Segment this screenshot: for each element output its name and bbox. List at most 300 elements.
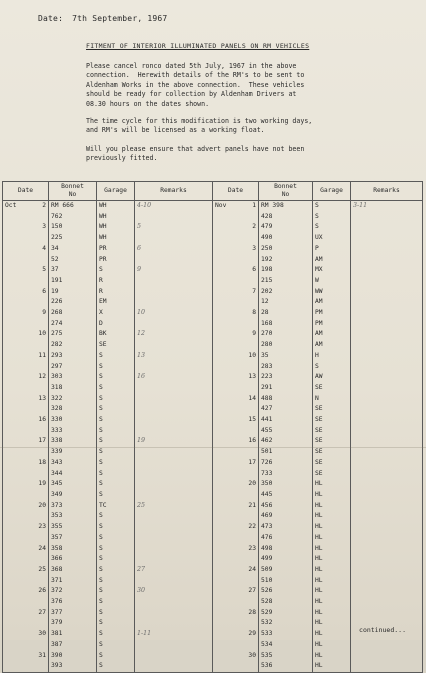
cell-left-date — [3, 565, 49, 576]
cell-left-bonnet: 282 — [49, 340, 97, 351]
table-row — [3, 661, 423, 672]
memo-title: FITMENT OF INTERIOR ILLUMINATED PANELS ON RM VEHICLES — [86, 42, 310, 50]
cell-day: 7 — [252, 287, 256, 295]
cell-right-bonnet: 223 — [259, 372, 313, 383]
cell-right-date — [213, 661, 259, 672]
cell-right-date — [213, 618, 259, 629]
cell-left-date — [3, 608, 49, 619]
cell-right-date — [213, 426, 259, 437]
cell-left-bonnet: 344 — [49, 469, 97, 480]
cell-left-bonnet: 330 — [49, 415, 97, 426]
cell-left-date — [3, 276, 49, 287]
memo-paragraph-1: Please cancel ronco dated 5th July, 1967 in the above connection. Herewith details of the RM's to be sent to Aldenham Works in the above connection. These vehicles should be ready for collection by Aldenham Drivers at 08.30 hours on the dates shown. — [86, 62, 305, 108]
cell-day: 13 — [38, 394, 46, 402]
cell-right-garage: W — [313, 276, 351, 287]
cell-left-garage: S — [97, 479, 135, 490]
cell-left-remarks — [135, 447, 213, 458]
cell-day: 20 — [248, 480, 256, 488]
cell-right-bonnet: 350 — [259, 479, 313, 490]
cell-left-remarks — [135, 362, 213, 373]
cell-day: 14 — [248, 394, 256, 402]
table-row — [3, 565, 423, 576]
cell-left-bonnet: 393 — [49, 661, 97, 672]
cell-left-remarks — [135, 490, 213, 501]
cell-right-date — [213, 319, 259, 330]
cell-right-remarks — [351, 597, 423, 608]
cell-left-remarks — [135, 479, 213, 490]
cell-left-date — [3, 297, 49, 308]
cell-left-bonnet: 293 — [49, 351, 97, 362]
cell-right-bonnet: 202 — [259, 287, 313, 298]
cell-left-garage: EM — [97, 297, 135, 308]
cell-right-remarks — [351, 297, 423, 308]
cell-left-bonnet: 762 — [49, 212, 97, 223]
cell-left-remarks: 10 — [135, 308, 213, 319]
cell-left-remarks — [135, 383, 213, 394]
cell-right-remarks — [351, 212, 423, 223]
cell-day: 15 — [248, 416, 256, 424]
cell-left-date — [3, 426, 49, 437]
table-row — [3, 576, 423, 587]
cell-day: 17 — [248, 458, 256, 466]
table-row — [3, 297, 423, 308]
table-row — [3, 404, 423, 415]
table-row — [3, 340, 423, 351]
cell-right-remarks — [351, 608, 423, 619]
cell-right-date — [213, 651, 259, 662]
cell-left-garage: S — [97, 640, 135, 651]
cell-right-remarks — [351, 244, 423, 255]
cell-right-bonnet: 499 — [259, 554, 313, 565]
cell-left-garage: S — [97, 426, 135, 437]
cell-day: 10 — [38, 330, 46, 338]
cell-left-date — [3, 233, 49, 244]
cell-day: 24 — [248, 565, 256, 573]
cell-left-garage: S — [97, 415, 135, 426]
cell-day: 31 — [38, 651, 46, 659]
cell-right-bonnet: 441 — [259, 415, 313, 426]
cell-left-bonnet: 226 — [49, 297, 97, 308]
cell-day: 22 — [248, 523, 256, 531]
cell-left-bonnet: 343 — [49, 458, 97, 469]
cell-left-remarks: 25 — [135, 501, 213, 512]
cell-right-bonnet: RM 398 — [259, 201, 313, 212]
cell-left-garage: S — [97, 469, 135, 480]
table-row — [3, 383, 423, 394]
cell-left-date — [3, 640, 49, 651]
cell-left-date — [3, 447, 49, 458]
cell-left-date — [3, 212, 49, 223]
cell-left-garage: S — [97, 576, 135, 587]
cell-left-date — [3, 351, 49, 362]
cell-right-remarks — [351, 415, 423, 426]
cell-left-garage: R — [97, 276, 135, 287]
cell-left-remarks: 19 — [135, 436, 213, 447]
cell-right-date — [213, 597, 259, 608]
cell-right-bonnet: 469 — [259, 511, 313, 522]
cell-right-date — [213, 608, 259, 619]
cell-right-garage: AM — [313, 255, 351, 266]
cell-left-remarks: 13 — [135, 351, 213, 362]
cell-day: 27 — [38, 608, 46, 616]
cell-right-bonnet: 280 — [259, 340, 313, 351]
cell-right-remarks — [351, 640, 423, 651]
cell-day: 3 — [42, 223, 46, 231]
cell-left-garage: R — [97, 287, 135, 298]
cell-day: 1 — [252, 202, 256, 209]
table-row — [3, 640, 423, 651]
cell-right-remarks — [351, 576, 423, 587]
cell-day: 2 — [42, 202, 46, 209]
cell-left-garage: S — [97, 586, 135, 597]
cell-right-garage: HL — [313, 586, 351, 597]
cell-right-remarks — [351, 586, 423, 597]
table-row — [3, 233, 423, 244]
cell-right-garage: UX — [313, 233, 351, 244]
cell-left-remarks — [135, 255, 213, 266]
cell-left-garage: S — [97, 394, 135, 405]
cell-right-garage: HL — [313, 565, 351, 576]
table-row — [3, 351, 423, 362]
cell-day: 17 — [38, 437, 46, 445]
cell-left-garage: S — [97, 490, 135, 501]
cell-left-date — [3, 661, 49, 672]
cell-right-remarks — [351, 544, 423, 555]
cell-left-date — [3, 404, 49, 415]
cell-right-bonnet: 536 — [259, 661, 313, 672]
cell-right-remarks — [351, 661, 423, 672]
cell-right-remarks — [351, 394, 423, 405]
table-row — [3, 222, 423, 233]
cell-right-garage: SE — [313, 436, 351, 447]
cell-right-bonnet: 428 — [259, 212, 313, 223]
cell-right-garage: H — [313, 351, 351, 362]
cell-day: 23 — [38, 523, 46, 531]
cell-right-date — [213, 565, 259, 576]
cell-left-remarks: 5 — [135, 222, 213, 233]
cell-left-date — [3, 469, 49, 480]
cell-day: 12 — [38, 373, 46, 381]
cell-left-remarks — [135, 608, 213, 619]
cell-left-garage: S — [97, 447, 135, 458]
cell-left-bonnet: 34 — [49, 244, 97, 255]
cell-left-remarks — [135, 511, 213, 522]
cell-left-date — [3, 372, 49, 383]
cell-right-remarks — [351, 490, 423, 501]
cell-left-bonnet: 322 — [49, 394, 97, 405]
cell-left-garage: S — [97, 597, 135, 608]
cell-left-bonnet: 318 — [49, 383, 97, 394]
cell-right-garage: SE — [313, 383, 351, 394]
cell-right-remarks — [351, 522, 423, 533]
table-row — [3, 415, 423, 426]
cell-right-garage: SE — [313, 426, 351, 437]
table-header-row — [3, 182, 423, 201]
cell-left-bonnet: 358 — [49, 544, 97, 555]
cell-right-remarks — [351, 469, 423, 480]
cell-left-garage: WH — [97, 201, 135, 212]
cell-right-remarks — [351, 458, 423, 469]
cell-left-garage: S — [97, 372, 135, 383]
cell-left-remarks — [135, 404, 213, 415]
cell-left-garage: S — [97, 522, 135, 533]
cell-left-bonnet: 275 — [49, 329, 97, 340]
cell-left-garage: BK — [97, 329, 135, 340]
cell-right-bonnet: 533 — [259, 629, 313, 640]
cell-right-bonnet: 427 — [259, 404, 313, 415]
cell-right-date — [213, 640, 259, 651]
cell-right-garage: HL — [313, 511, 351, 522]
cell-right-garage: S — [313, 362, 351, 373]
cell-right-garage: HL — [313, 522, 351, 533]
cell-right-bonnet: 168 — [259, 319, 313, 330]
cell-left-date — [3, 576, 49, 587]
table-row — [3, 554, 423, 565]
cell-left-bonnet: 373 — [49, 501, 97, 512]
table-row — [3, 608, 423, 619]
cell-left-bonnet: 353 — [49, 511, 97, 522]
cell-left-garage: S — [97, 554, 135, 565]
cell-day: 6 — [42, 287, 46, 295]
cell-right-bonnet: 12 — [259, 297, 313, 308]
cell-right-remarks — [351, 362, 423, 373]
document-date — [38, 14, 171, 23]
cell-right-date — [213, 554, 259, 565]
cell-right-bonnet: 526 — [259, 586, 313, 597]
header-date-left: Date — [3, 182, 49, 201]
cell-right-remarks — [351, 329, 423, 340]
date-label: Date: — [38, 14, 64, 23]
cell-left-remarks: 16 — [135, 372, 213, 383]
cell-right-date — [213, 522, 259, 533]
cell-left-date — [3, 651, 49, 662]
cell-left-bonnet: 338 — [49, 436, 97, 447]
cell-right-bonnet: 283 — [259, 362, 313, 373]
table-row — [3, 469, 423, 480]
cell-left-garage: S — [97, 544, 135, 555]
cell-left-remarks — [135, 533, 213, 544]
cell-left-date — [3, 544, 49, 555]
cell-right-bonnet: 726 — [259, 458, 313, 469]
cell-right-date — [213, 415, 259, 426]
cell-left-remarks — [135, 576, 213, 587]
table-row — [3, 362, 423, 373]
cell-right-remarks — [351, 255, 423, 266]
cell-left-date — [3, 597, 49, 608]
cell-left-bonnet: 19 — [49, 287, 97, 298]
cell-right-date — [213, 511, 259, 522]
cell-right-garage: HL — [313, 629, 351, 640]
table-row — [3, 329, 423, 340]
cell-left-garage: S — [97, 458, 135, 469]
cell-left-garage: S — [97, 383, 135, 394]
cell-right-garage: HL — [313, 533, 351, 544]
cell-left-bonnet: 377 — [49, 608, 97, 619]
cell-right-date — [213, 436, 259, 447]
cell-day: 16 — [248, 437, 256, 445]
cell-day: 6 — [252, 266, 256, 274]
cell-left-remarks — [135, 212, 213, 223]
cell-left-date — [3, 554, 49, 565]
cell-right-remarks — [351, 447, 423, 458]
cell-right-date — [213, 544, 259, 555]
cell-right-garage: HL — [313, 618, 351, 629]
table-row — [3, 201, 423, 212]
cell-left-remarks — [135, 287, 213, 298]
cell-left-garage: S — [97, 565, 135, 576]
cell-left-garage: TC — [97, 501, 135, 512]
cell-right-bonnet: 510 — [259, 576, 313, 587]
cell-right-remarks — [351, 222, 423, 233]
cell-right-date — [213, 244, 259, 255]
cell-right-date — [213, 233, 259, 244]
cell-right-remarks — [351, 233, 423, 244]
table-row — [3, 287, 423, 298]
cell-right-date — [213, 383, 259, 394]
table-row — [3, 501, 423, 512]
cell-right-garage: AM — [313, 340, 351, 351]
cell-right-bonnet: 445 — [259, 490, 313, 501]
cell-right-bonnet: 456 — [259, 501, 313, 512]
cell-right-bonnet: 35 — [259, 351, 313, 362]
cell-left-garage: S — [97, 436, 135, 447]
table-row — [3, 651, 423, 662]
cell-left-bonnet: 372 — [49, 586, 97, 597]
cell-left-remarks — [135, 544, 213, 555]
cell-left-bonnet: 368 — [49, 565, 97, 576]
cell-day: 29 — [248, 630, 256, 638]
cell-left-date — [3, 319, 49, 330]
cell-right-date — [213, 287, 259, 298]
header-garage-right: Garage — [313, 182, 351, 201]
cell-right-remarks — [351, 565, 423, 576]
table-row — [3, 212, 423, 223]
cell-left-remarks — [135, 297, 213, 308]
cell-left-remarks — [135, 458, 213, 469]
cell-left-bonnet: 333 — [49, 426, 97, 437]
cell-right-remarks — [351, 372, 423, 383]
cell-right-garage: HL — [313, 597, 351, 608]
cell-left-garage: S — [97, 351, 135, 362]
cell-left-date — [3, 436, 49, 447]
cell-left-remarks: 4-10 — [135, 201, 213, 212]
cell-right-date — [213, 340, 259, 351]
cell-day: 4 — [42, 244, 46, 252]
table-row — [3, 533, 423, 544]
cell-right-date — [213, 265, 259, 276]
cell-right-bonnet: 490 — [259, 233, 313, 244]
cell-day: 10 — [248, 351, 256, 359]
cell-left-bonnet: 345 — [49, 479, 97, 490]
cell-right-date — [213, 372, 259, 383]
cell-left-garage: S — [97, 661, 135, 672]
cell-right-bonnet: 476 — [259, 533, 313, 544]
cell-left-remarks: 30 — [135, 586, 213, 597]
cell-left-bonnet: 303 — [49, 372, 97, 383]
cell-right-remarks — [351, 287, 423, 298]
cell-right-date — [213, 533, 259, 544]
cell-left-date — [3, 255, 49, 266]
table-row — [3, 255, 423, 266]
table-row — [3, 447, 423, 458]
cell-month: Nov — [215, 202, 227, 209]
cell-right-garage: SE — [313, 458, 351, 469]
cell-left-remarks: 1-11 — [135, 629, 213, 640]
cell-right-remarks: 3-11 — [351, 201, 423, 212]
cell-day: 8 — [252, 309, 256, 317]
cell-left-remarks — [135, 340, 213, 351]
cell-right-garage: WW — [313, 287, 351, 298]
cell-right-date — [213, 362, 259, 373]
cell-left-date — [3, 222, 49, 233]
cell-left-bonnet: RM 666 — [49, 201, 97, 212]
header-bonnet-left: Bonnet No — [49, 182, 97, 201]
cell-right-remarks — [351, 383, 423, 394]
cell-left-date — [3, 329, 49, 340]
cell-left-date — [3, 265, 49, 276]
cell-right-bonnet: 733 — [259, 469, 313, 480]
cell-left-bonnet: 390 — [49, 651, 97, 662]
cell-right-garage: AW — [313, 372, 351, 383]
cell-right-remarks — [351, 276, 423, 287]
table-row — [3, 436, 423, 447]
cell-left-date — [3, 479, 49, 490]
table-row — [3, 308, 423, 319]
memo-paragraph-2: The time cycle for this modification is two working days, and RM's will be licensed as a working float. — [86, 117, 313, 135]
cell-left-bonnet: 274 — [49, 319, 97, 330]
cell-left-date — [3, 522, 49, 533]
cell-day: 21 — [248, 501, 256, 509]
date-value: 7th September, 1967 — [72, 14, 168, 23]
cell-right-garage: HL — [313, 501, 351, 512]
cell-right-garage: HL — [313, 608, 351, 619]
cell-day: 20 — [38, 501, 46, 509]
header-bonnet-right: Bonnet No — [259, 182, 313, 201]
cell-left-bonnet: 297 — [49, 362, 97, 373]
cell-left-date — [3, 511, 49, 522]
cell-left-date — [3, 383, 49, 394]
memo-paragraph-3: Will you please ensure that advert panels have not been previously fitted. — [86, 145, 305, 163]
cell-left-date — [3, 415, 49, 426]
cell-right-bonnet: 198 — [259, 265, 313, 276]
table-row — [3, 319, 423, 330]
vehicle-schedule-table — [2, 181, 423, 673]
cell-day: 3 — [252, 244, 256, 252]
cell-left-date — [3, 308, 49, 319]
paper-fold-line — [0, 447, 426, 448]
cell-right-date — [213, 212, 259, 223]
cell-right-remarks — [351, 533, 423, 544]
cell-right-garage: HL — [313, 544, 351, 555]
cell-left-remarks — [135, 415, 213, 426]
table-row — [3, 265, 423, 276]
cell-left-remarks — [135, 394, 213, 405]
cell-left-remarks — [135, 618, 213, 629]
cell-right-remarks — [351, 554, 423, 565]
cell-left-garage: WH — [97, 233, 135, 244]
cell-right-date — [213, 329, 259, 340]
cell-right-garage: AM — [313, 297, 351, 308]
cell-left-bonnet: 37 — [49, 265, 97, 276]
cell-left-bonnet: 339 — [49, 447, 97, 458]
table-row — [3, 458, 423, 469]
cell-day: 24 — [38, 544, 46, 552]
cell-left-remarks — [135, 651, 213, 662]
cell-right-remarks — [351, 651, 423, 662]
cell-left-remarks — [135, 469, 213, 480]
cell-right-date — [213, 629, 259, 640]
cell-right-garage: S — [313, 212, 351, 223]
